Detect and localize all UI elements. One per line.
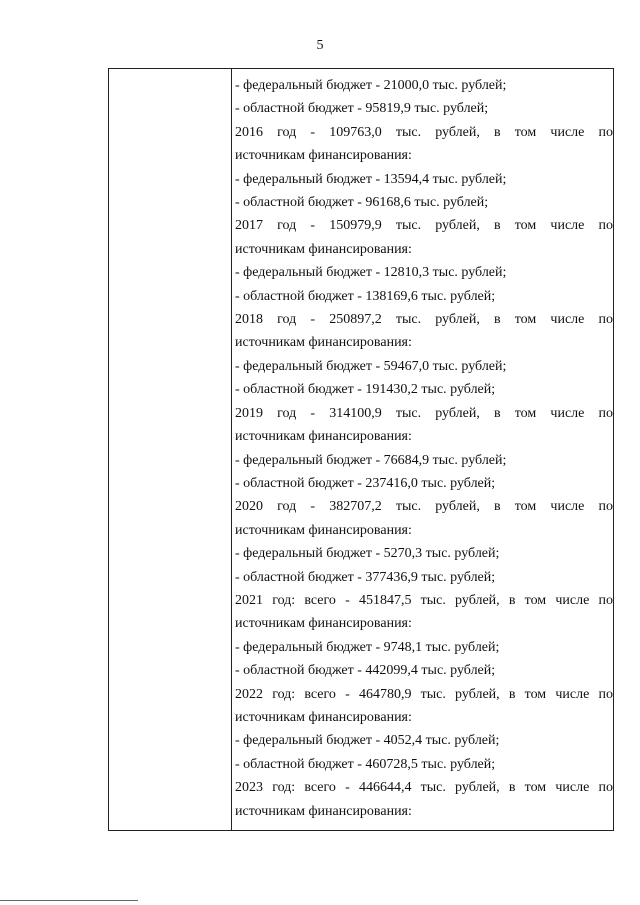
funding-line: 2018 год - 250897,2 тыс. рублей, в том числе по [235,312,613,328]
funding-line: - федеральный бюджет - 13594,4 тыс. рублей; [235,171,507,187]
page-number: 5 [316,38,324,53]
funding-line: источникам финансирования: [235,241,412,257]
funding-line: - областной бюджет - 191430,2 тыс. рублей; [235,382,496,398]
funding-line: источникам финансирования: [235,148,412,164]
funding-line: - федеральный бюджет - 76684,9 тыс. рублей; [235,452,507,468]
funding-line: источникам финансирования: [235,335,412,351]
funding-line: - федеральный бюджет - 12810,3 тыс. рублей; [235,265,507,281]
funding-line: - областной бюджет - 237416,0 тыс. рублей; [235,475,496,491]
funding-line: - областной бюджет - 442099,4 тыс. рублей; [235,663,496,679]
funding-line: 2019 год - 314100,9 тыс. рублей, в том числе по [235,405,613,421]
funding-line: - федеральный бюджет - 9748,1 тыс. рублей; [235,639,500,655]
funding-line: источникам финансирования: [235,803,412,819]
funding-line: источникам финансирования: [235,616,412,632]
funding-line: источникам финансирования: [235,709,412,725]
funding-line: - областной бюджет - 460728,5 тыс. рублей; [235,756,496,772]
funding-line: - областной бюджет - 138169,6 тыс. рублей; [235,288,496,304]
funding-line: - федеральный бюджет - 5270,3 тыс. рублей; [235,546,500,562]
funding-line: - федеральный бюджет - 4052,4 тыс. рублей; [235,733,500,749]
funding-line: 2021 год: всего - 451847,5 тыс. рублей, в том числе по [235,592,613,608]
table-column-divider [231,68,232,831]
funding-line: - федеральный бюджет - 59467,0 тыс. рублей; [235,358,507,374]
funding-line: источникам финансирования: [235,429,412,445]
funding-line: 2022 год: всего - 464780,9 тыс. рублей, в том числе по [235,686,613,702]
footnote-rule [0,900,138,901]
funding-line: - областной бюджет - 377436,9 тыс. рублей; [235,569,496,585]
funding-line: - областной бюджет - 96168,6 тыс. рублей; [235,195,489,211]
funding-line: 2016 год - 109763,0 тыс. рублей, в том числе по [235,124,613,140]
funding-line: 2020 год - 382707,2 тыс. рублей, в том числе по [235,499,613,515]
funding-line: 2017 год - 150979,9 тыс. рублей, в том числе по [235,218,613,234]
funding-line: - областной бюджет - 95819,9 тыс. рублей; [235,101,489,117]
funding-line: - федеральный бюджет - 21000,0 тыс. рублей; [235,78,507,93]
funding-line: 2023 год: всего - 446644,4 тыс. рублей, в том числе по [235,780,613,796]
funding-details-cell [235,74,613,823]
funding-line: источникам финансирования: [235,522,412,538]
